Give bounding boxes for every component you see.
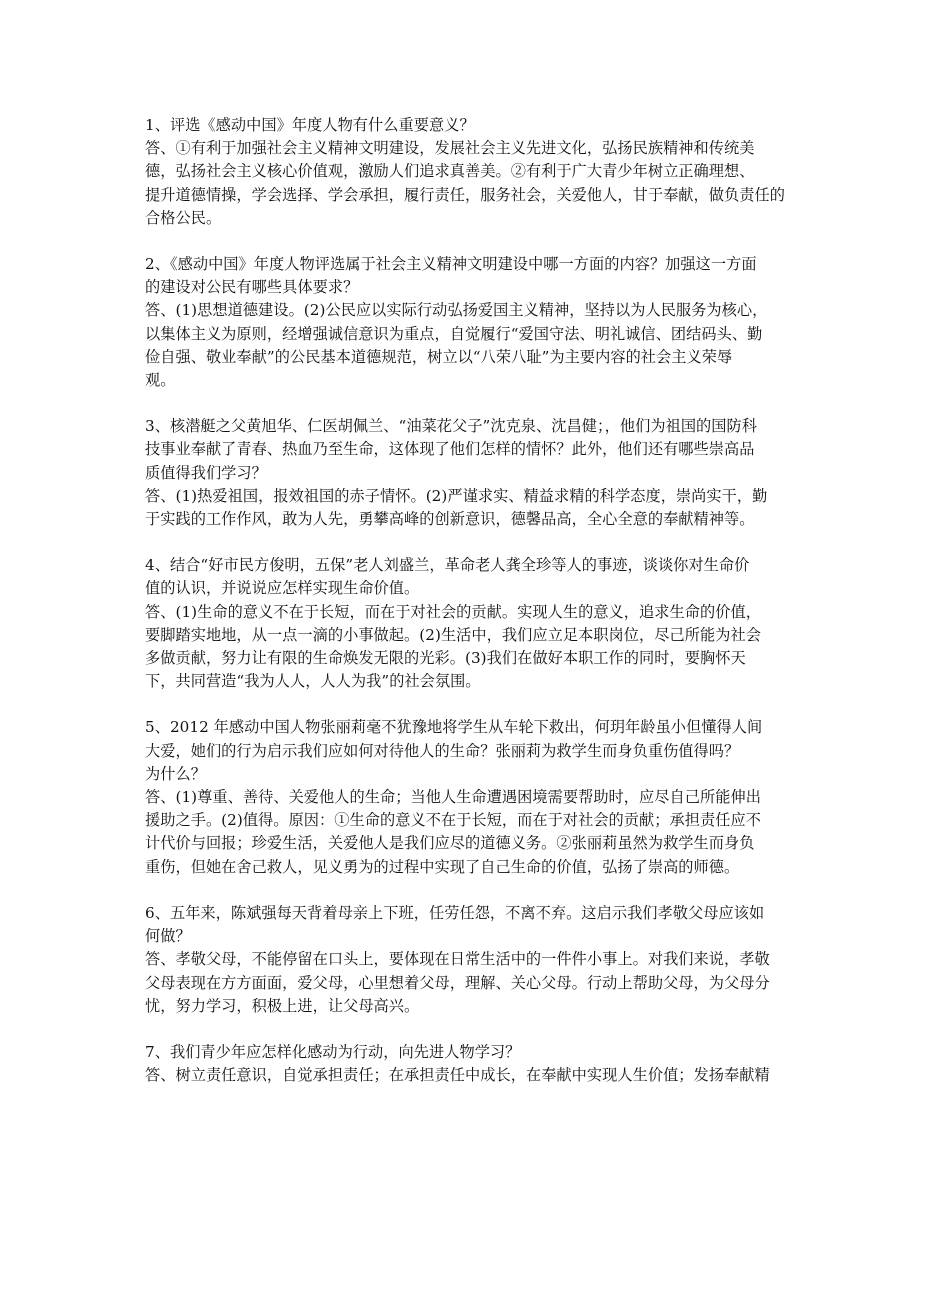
answer-line: 答、①有利于加强社会主义精神文明建设，发展社会主义先进文化，弘扬民族精神和传统美 <box>145 139 755 158</box>
answer-line: 答、树立责任意识，自觉承担责任；在承担责任中成长，在奉献中实现人生价值；发扬奉献精 <box>145 1066 770 1085</box>
question-line: 为什么？ <box>145 764 206 783</box>
question-line: 7、我们青少年应怎样化感动为行动，向先进人物学习？ <box>145 1042 521 1061</box>
question-line: 6、五年来，陈斌强每天背着母亲上下班，任劳任怨，不离不弃。这启示我们孝敬父母应该如 <box>145 903 765 922</box>
qa-item-4 <box>145 554 815 693</box>
question-line: 4、结合“好市民方俊明，五保”老人刘盛兰，革命老人龚全珍等人的事迹，谈谈你对生命价 <box>145 556 750 575</box>
answer-line: 父母表现在方方面面，爱父母，心里想着父母，理解、关心父母。行动上帮助父母，为父母分 <box>145 973 770 992</box>
answer-line: 多做贡献，努力让有限的生命焕发无限的光彩。(3)我们在做好本职工作的同时，要胸怀天 <box>145 649 746 668</box>
answer-line: 答、(1)生命的意义不在于长短，而在于对社会的贡献。实现人生的意义，追求生命的价值， <box>145 602 761 621</box>
qa-item-3 <box>145 415 815 531</box>
question-line: 何做？ <box>145 927 191 946</box>
question-line: 技事业奉献了青春、热血乃至生命，这体现了他们怎样的情怀？此外，他们还有哪些崇高品 <box>145 440 755 459</box>
document-page <box>145 114 815 1110</box>
qa-item-2 <box>145 253 815 392</box>
qa-item-5 <box>145 716 815 878</box>
answer-line: 德，弘扬社会主义核心价值观，激励人们追求真善美。②有利于广大青少年树立正确理想、 <box>145 162 755 181</box>
answer-line: 答、孝敬父母，不能停留在口头上，要体现在日常生活中的一件件小事上。对我们来说，孝敬 <box>145 950 770 969</box>
answer-line: 提升道德情操，学会选择、学会承担，履行责任，服务社会，关爱他人，甘于奉献，做负责任的 <box>145 185 785 204</box>
question-line: 质值得我们学习？ <box>145 463 267 482</box>
answer-line: 下，共同营造“我为人人，人人为我”的社会氛围。 <box>145 672 481 691</box>
answer-line: 计代价与回报；珍爱生活，关爱他人是我们应尽的道德义务。②张丽莉虽然为救学生而身负 <box>145 834 755 853</box>
answer-line: 合格公民。 <box>145 208 222 227</box>
question-line: 的建设对公民有哪些具体要求？ <box>145 278 359 297</box>
question-line: 2、《感动中国》年度人物评选属于社会主义精神文明建设中哪一方面的内容？加强这一方面 <box>145 255 757 274</box>
answer-line: 答、(1)尊重、善待、关爱他人的生命；当他人生命遭遇困境需要帮助时，应尽自己所能伸出 <box>145 788 761 807</box>
qa-item-1 <box>145 114 815 230</box>
answer-line: 答、(1)思想道德建设。(2)公民应以实际行动弘扬爱国主义精神，坚持以为人民服务为核心， <box>145 301 768 320</box>
answer-line: 忧，努力学习，积极上进，让父母高兴。 <box>145 996 420 1015</box>
answer-line: 重伤，但她在舍己救人，见义勇为的过程中实现了自己生命的价值，弘扬了崇高的师德。 <box>145 857 740 876</box>
answer-line: 俭自强、敬业奉献”的公民基本道德规范，树立以“八荣八耻”为主要内容的社会主义荣辱 <box>145 347 733 366</box>
question-line: 大爱，她们的行为启示我们应如何对待他人的生命？张丽莉为救学生而身负重伤值得吗？ <box>145 741 740 760</box>
answer-line: 答、(1)热爱祖国，报效祖国的赤子情怀。(2)严谨求实、精益求精的科学态度，崇尚实干，勤 <box>145 486 768 505</box>
answer-line: 以集体主义为原则，经增强诚信意识为重点，自觉履行“爱国守法、明礼诚信、团结码头、勤 <box>145 324 763 343</box>
question-line: 值的认识，并说说应怎样实现生命价值。 <box>145 579 420 598</box>
question-line: 1、评选《感动中国》年度人物有什么重要意义？ <box>145 116 475 134</box>
question-line: 3、核潜艇之父黄旭华、仁医胡佩兰、“油菜花父子”沈克泉、沈昌健；，他们为祖国的国防科 <box>145 417 758 436</box>
answer-line: 于实践的工作作风，敢为人先，勇攀高峰的创新意识，德馨品高，全心全意的奉献精神等。 <box>145 510 755 529</box>
answer-line: 援助之手。(2)值得。原因：①生命的意义不在于长短，而在于对社会的贡献；承担责任应不 <box>145 811 761 830</box>
question-line: 5、2012 年感动中国人物张丽莉毫不犹豫地将学生从车轮下救出，何玥年龄虽小但懂得人间 <box>145 718 763 737</box>
qa-item-7 <box>145 1041 815 1087</box>
answer-line: 要脚踏实地地，从一点一滴的小事做起。(2)生活中，我们应立足本职岗位，尽己所能为社会 <box>145 625 761 644</box>
answer-line: 观。 <box>145 371 176 390</box>
qa-item-6 <box>145 902 815 1018</box>
